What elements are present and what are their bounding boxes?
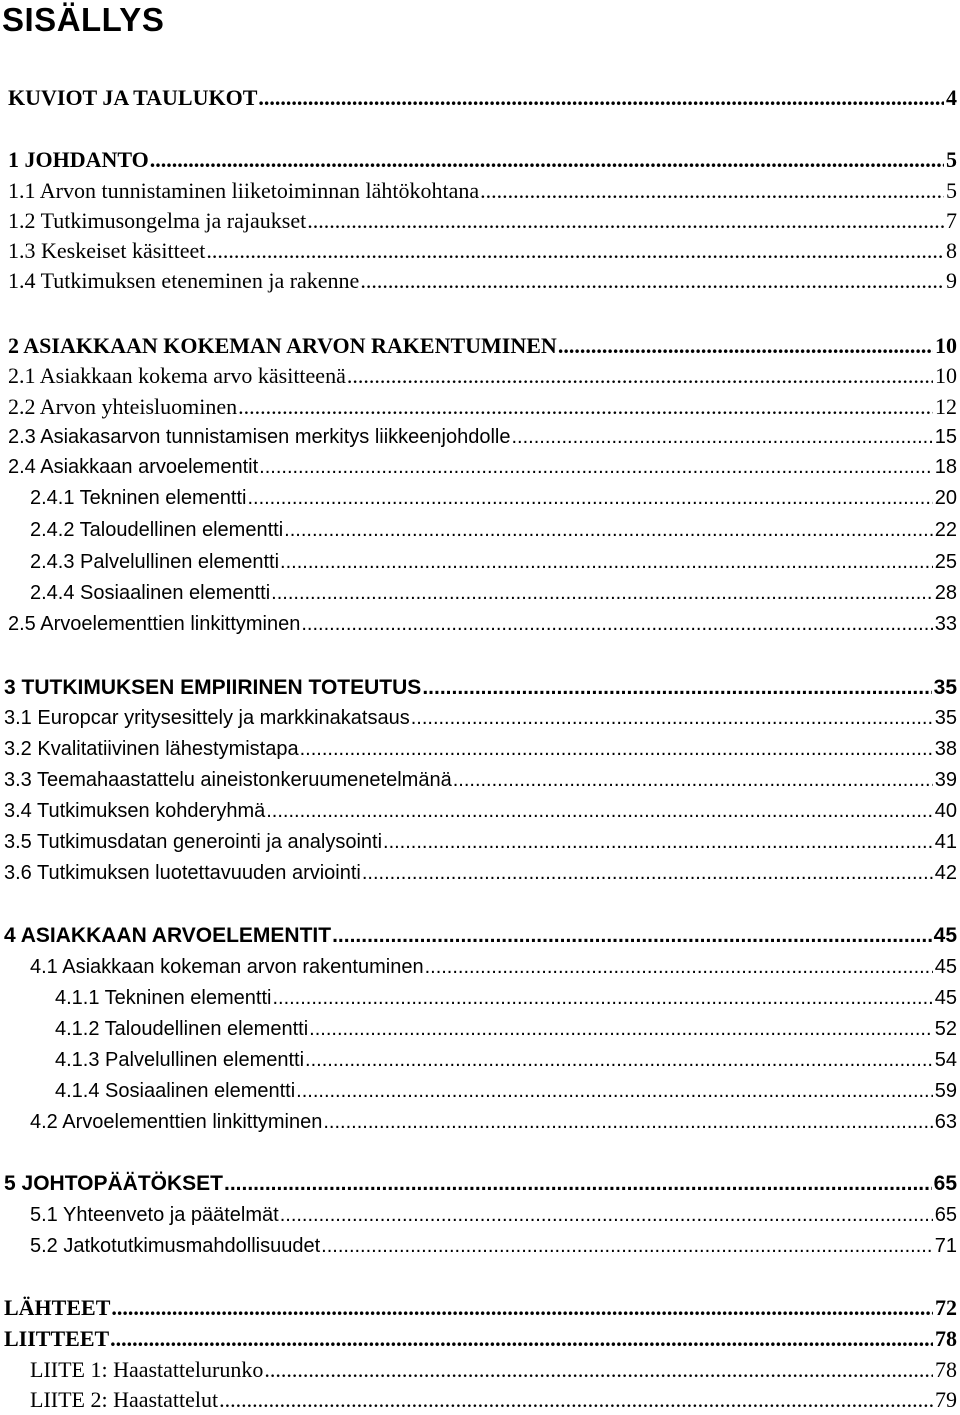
toc-entry-figures-tables[interactable] [8,83,957,113]
dot-leader [264,1355,933,1385]
dot-leader [453,765,933,795]
dot-leader [224,1169,932,1199]
toc-entry-label: 3.2 Kvalitatiivinen lähestymistapa [4,738,299,760]
toc-entry-page: 33 [934,613,957,635]
toc-entry-page: 41 [934,831,957,853]
toc-entry-page: 28 [934,582,957,604]
toc-entry-section-3-6[interactable] [4,858,957,888]
toc-entry-page: 12 [935,394,957,419]
toc-entry-label: 4.1 Asiakkaan kokeman arvon rakentuminen [30,956,424,978]
dot-leader [272,983,932,1013]
toc-entry-page: 45 [934,956,957,978]
toc-entry-references[interactable] [4,1293,957,1323]
toc-entry-label: 2.4.1 Tekninen elementti [30,487,247,509]
toc-entry-label: LIITTEET [4,1326,110,1351]
toc-entry-page: 79 [935,1387,957,1412]
toc-entry-label: 5.1 Yhteenveto ja päätelmät [30,1204,279,1226]
dot-leader [362,858,933,888]
toc-entry-appendix-2[interactable] [30,1385,957,1415]
toc-entry-page: 39 [934,769,957,791]
toc-entry-label: KUVIOT JA TAULUKOT [8,85,258,110]
toc-entry-page: 52 [934,1018,957,1040]
dot-leader [247,483,932,513]
toc-entry-label: LIITE 2: Haastattelut [30,1387,219,1412]
dot-leader [110,1324,933,1354]
dot-leader [266,796,933,826]
toc-entry-section-2-1[interactable] [8,361,957,391]
dot-leader [480,176,944,206]
toc-entry-section-1-4[interactable] [8,266,957,296]
toc-entry-page: 35 [934,707,957,729]
toc-entry-section-2-4-1[interactable] [30,483,957,513]
toc-entry-page: 40 [934,800,957,822]
toc-entry-section-4-1-3[interactable] [55,1045,957,1075]
toc-entry-page: 45 [934,987,957,1009]
dot-leader [258,83,944,113]
toc-entry-label: 2.4 Asiakkaan arvoelementit [8,456,259,478]
dot-leader [150,145,944,175]
toc-entry-section-3-2[interactable] [4,734,957,764]
dot-leader [280,1200,933,1230]
toc-entry-label: 4.1.2 Taloudellinen elementti [55,1018,309,1040]
toc-entry-label: 2.5 Arvoelementtien linkittyminen [8,613,301,635]
toc-entry-label: 4 ASIAKKAAN ARVOELEMENTIT [4,924,332,947]
dot-leader [259,452,933,482]
dot-leader [238,392,933,422]
toc-entry-section-5-1[interactable] [30,1200,957,1230]
toc-entry-section-2-3[interactable] [8,422,957,452]
dot-leader [296,1076,933,1106]
toc-entry-page: 4 [946,85,957,110]
dot-leader [280,547,933,577]
toc-entry-section-2-4-2[interactable] [30,515,957,545]
toc-entry-section-4-1-1[interactable] [55,983,957,1013]
toc-entry-label: 2.4.2 Taloudellinen elementti [30,519,284,541]
dot-leader [321,1231,933,1261]
toc-entry-section-1-1[interactable] [8,176,957,206]
toc-entry-section-3-5[interactable] [4,827,957,857]
toc-entry-label: 2.4.4 Sosiaalinen elementti [30,582,271,604]
dot-leader [206,236,944,266]
toc-entry-label: 2.1 Asiakkaan kokema arvo käsitteenä [8,363,346,388]
toc-entry-page: 42 [934,862,957,884]
toc-entry-page: 65 [933,1172,957,1195]
toc-entry-section-3-3[interactable] [4,765,957,795]
toc-entry-section-4-2[interactable] [30,1107,957,1137]
dot-leader [309,1014,933,1044]
toc-entry-page: 18 [934,456,957,478]
dot-leader [301,609,932,639]
dot-leader [111,1293,933,1323]
dot-leader [511,422,932,452]
toc-entry-section-3-1[interactable] [4,703,957,733]
toc-entry-section-3-4[interactable] [4,796,957,826]
dot-leader [323,1107,932,1137]
toc-entry-page: 63 [934,1111,957,1133]
dot-leader [300,734,933,764]
toc-entry-label: LÄHTEET [4,1295,111,1320]
dot-leader [347,361,933,391]
toc-entry-page: 5 [946,178,957,203]
dot-leader [332,921,932,951]
toc-entry-label: 1.3 Keskeiset käsitteet [8,238,206,263]
toc-entry-page: 59 [934,1080,957,1102]
toc-entry-appendices[interactable] [4,1324,957,1354]
toc-entry-label: 2.2 Arvon yhteisluominen [8,394,238,419]
toc-entry-chapter-5[interactable] [4,1169,957,1199]
toc-entry-chapter-2[interactable] [8,331,957,361]
dot-leader [305,1045,933,1075]
toc-entry-section-2-2[interactable] [8,392,957,422]
toc-entry-label: LIITE 1: Haastattelurunko [30,1357,264,1382]
toc-entry-label: 3 TUTKIMUKSEN EMPIIRINEN TOTEUTUS [4,676,422,699]
toc-entry-page: 9 [946,268,957,293]
toc-entry-page: 10 [935,363,957,388]
dot-leader [411,703,933,733]
toc-entry-label: 1.4 Tutkimuksen eteneminen ja rakenne [8,268,360,293]
toc-entry-section-4-1-2[interactable] [55,1014,957,1044]
toc-entry-section-5-2[interactable] [30,1231,957,1261]
dot-leader [558,331,933,361]
toc-entry-page: 15 [934,426,957,448]
toc-entry-chapter-3[interactable] [4,673,957,703]
toc-entry-section-4-1-4[interactable] [55,1076,957,1106]
toc-entry-section-2-4[interactable] [8,452,957,482]
toc-entry-page: 35 [933,676,957,699]
toc-entry-page: 20 [934,487,957,509]
dot-leader [383,827,933,857]
toc-entry-section-1-3[interactable] [8,236,957,266]
toc-entry-chapter-1[interactable] [8,145,957,175]
toc-entry-page: 25 [934,551,957,573]
toc-entry-page: 78 [935,1357,957,1382]
dot-leader [425,952,933,982]
toc-entry-page: 38 [934,738,957,760]
toc-entry-label: 1.1 Arvon tunnistaminen liiketoiminnan lähtökohtana [8,178,480,203]
dot-leader [284,515,933,545]
toc-entry-label: 3.1 Europcar yritysesittely ja markkinakatsaus [4,707,410,729]
toc-entry-label: 4.2 Arvoelementtien linkittyminen [30,1111,323,1133]
page-title: SISÄLLYS [2,1,165,38]
toc-entry-page: 8 [946,238,957,263]
toc-entry-appendix-1[interactable] [30,1355,957,1385]
toc-entry-section-1-2[interactable] [8,206,957,236]
toc-entry-label: 2.4.3 Palvelullinen elementti [30,551,280,573]
toc-entry-label: 4.1.1 Tekninen elementti [55,987,272,1009]
toc-entry-page: 45 [933,924,957,947]
toc-entry-page: 54 [934,1049,957,1071]
toc-entry-page: 71 [934,1235,957,1257]
toc-entry-label: 3.6 Tutkimuksen luotettavuuden arviointi [4,862,361,884]
toc-entry-label: 4.1.4 Sosiaalinen elementti [55,1080,296,1102]
dot-leader [271,578,933,608]
dot-leader [360,266,944,296]
toc-entry-chapter-4[interactable] [4,921,957,951]
toc-entry-page: 72 [935,1295,957,1320]
toc-entry-section-2-4-4[interactable] [30,578,957,608]
toc-entry-label: 5 JOHTOPÄÄTÖKSET [4,1172,223,1195]
toc-entry-page: 78 [935,1326,957,1351]
toc-entry-label: 5.2 Jatkotutkimusmahdollisuudet [30,1235,321,1257]
toc-entry-section-4-1[interactable] [30,952,957,982]
toc-entry-label: 3.3 Teemahaastattelu aineistonkeruumenetelmänä [4,769,452,791]
toc-entry-page: 5 [946,147,957,172]
toc-entry-page: 65 [934,1204,957,1226]
toc-entry-label: 1.2 Tutkimusongelma ja rajaukset [8,208,307,233]
toc-entry-page: 10 [935,333,957,358]
toc-entry-section-2-4-3[interactable] [30,547,957,577]
dot-leader [422,673,931,703]
toc-entry-label: 3.4 Tutkimuksen kohderyhmä [4,800,266,822]
toc-entry-label: 4.1.3 Palvelullinen elementti [55,1049,305,1071]
dot-leader [219,1385,933,1415]
toc-entry-page: 22 [934,519,957,541]
toc-entry-label: 2.3 Asiakasarvon tunnistamisen merkitys liikkeenjohdolle [8,426,511,448]
toc-entry-label: 1 JOHDANTO [8,147,149,172]
toc-entry-page: 7 [946,208,957,233]
dot-leader [307,206,944,236]
toc-entry-label: 2 ASIAKKAAN KOKEMAN ARVON RAKENTUMINEN [8,333,557,358]
toc-entry-section-2-5[interactable] [8,609,957,639]
toc-entry-label: 3.5 Tutkimusdatan generointi ja analysointi [4,831,383,853]
